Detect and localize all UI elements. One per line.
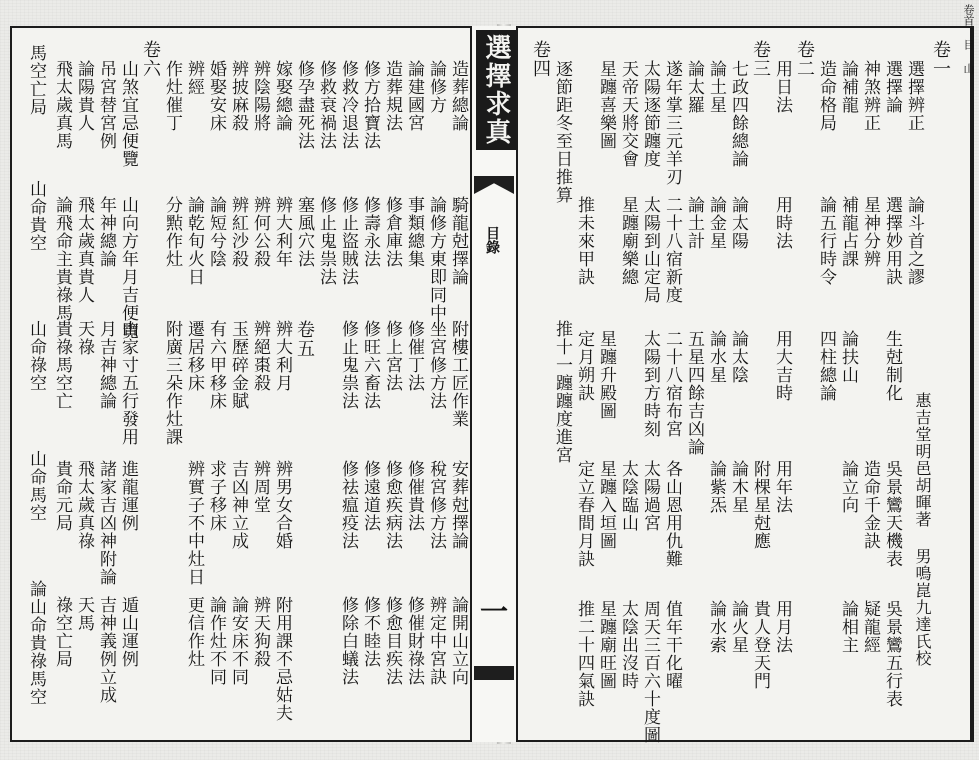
toc-item: 貴命元局: [52, 460, 72, 532]
toc-item: 修除白蟻法: [338, 596, 358, 686]
vol2-header: 卷二: [794, 40, 815, 78]
toc-item: 貴人登天門: [750, 600, 770, 690]
toc-item: 修止鬼祟法: [316, 196, 336, 286]
toc-item: 用大吉時: [772, 330, 792, 402]
toc-item: 修倉庫法: [382, 196, 402, 268]
toc-item: 修救衰禍法: [316, 60, 336, 150]
page-corner-note: 卷首 目 山: [962, 4, 975, 74]
toc-item: 分㸃作灶: [162, 196, 182, 268]
toc-item: 論太陰: [728, 330, 748, 384]
toc-item: 論土計: [684, 196, 704, 250]
toc-item: 修愈目疾法: [382, 596, 402, 686]
toc-item: 辨大利月: [272, 320, 292, 392]
toc-item: 選擇論: [882, 60, 902, 114]
toc-item: 神煞辨正: [860, 60, 880, 132]
toc-item: 造葬規法: [382, 60, 402, 132]
toc-item: 遷居移床: [184, 320, 204, 392]
toc-item: 辨周堂: [250, 460, 270, 514]
toc-item: 造命格局: [816, 60, 836, 132]
toc-item: 山命貴空: [26, 180, 46, 252]
toc-item: 辨經: [184, 60, 204, 96]
toc-item: 星躔升殿圖: [596, 330, 616, 420]
toc-item: 辨披麻殺: [228, 60, 248, 132]
toc-item: 月吉神總論: [96, 320, 116, 410]
book-title: 選擇求真: [476, 30, 516, 150]
toc-item: 論火星: [728, 600, 748, 654]
toc-item: 修止鬼祟法: [338, 320, 358, 410]
toc-item: 二十八宿布宮: [662, 330, 682, 438]
toc-item: 論五行時令: [816, 196, 836, 286]
toc-item: 附棵星尅應: [750, 460, 770, 550]
toc-item: 修壽永法: [360, 196, 380, 268]
toc-item: 坐宮修方法: [426, 320, 446, 410]
toc-item: 選擇辨正: [904, 60, 924, 132]
toc-item: 定立春間月訣: [574, 460, 594, 568]
toc-item: 事類總集: [404, 196, 424, 268]
toc-item: 論開山立向: [448, 596, 468, 686]
page-number: 一: [480, 595, 509, 628]
toc-item: 修不睦法: [360, 596, 380, 668]
toc-item: 修催財祿法: [404, 596, 424, 686]
toc-item: 修孕盡死法: [294, 60, 314, 150]
toc-item: 論安床不同: [228, 596, 248, 686]
toc-item: 論陽貴人: [74, 60, 94, 132]
toc-item: 辨絕棗殺: [250, 320, 270, 392]
toc-item: 論乾旬火日: [184, 196, 204, 286]
toc-item: 附樓工匠作業: [448, 320, 468, 428]
toc-item: 論紫炁: [706, 460, 726, 514]
toc-item: 辨何公殺: [250, 196, 270, 268]
vol4-header: 卷四: [530, 40, 551, 78]
toc-item: 推十一躔躔度進宮: [552, 320, 572, 464]
toc-item: 太陽逐節躔度: [640, 60, 660, 168]
toc-item: 論太陽: [728, 196, 748, 250]
toc-item: 塞風穴法: [294, 196, 314, 268]
toc-item: 四柱總論: [816, 330, 836, 402]
toc-item: 吳景鸞天機表: [882, 460, 902, 568]
toc-item: 疑龍經: [860, 600, 880, 654]
toc-item: 作灶催丁: [162, 60, 182, 132]
toc-item: 飛太歲真貴人: [74, 196, 94, 304]
toc-item: 星躔廟樂總: [618, 196, 638, 286]
toc-item: 論水索: [706, 600, 726, 654]
toc-item: 辨男女合婚: [272, 460, 292, 550]
toc-item: 論太羅: [684, 60, 704, 114]
toc-item: 附用課不忌姑夫: [272, 596, 292, 722]
toc-item: 太陽到山定局: [640, 196, 660, 304]
vol6-header: 卷六: [140, 40, 161, 78]
toc-item: 論山命貴祿馬空: [26, 580, 46, 706]
toc-item: 星躔廟旺圖: [596, 600, 616, 690]
vol1-header: 卷一: [930, 40, 951, 78]
toc-item: 馬空亡局: [26, 44, 46, 116]
toc-item: 論建國宮: [404, 60, 424, 132]
toc-item: 論相主: [838, 600, 858, 654]
vol5-header: 卷五: [294, 320, 315, 358]
toc-item: 更信作灶: [184, 596, 204, 668]
toc-item: 論金星: [706, 196, 726, 250]
toc-item: 修上宮法: [382, 320, 402, 392]
toc-item: 辨大利年: [272, 196, 292, 268]
toc-item: 補龍占課: [838, 196, 858, 268]
toc-item: 五星四餘吉凶論: [684, 330, 704, 456]
toc-item: 論土星: [706, 60, 726, 114]
author-line: 惠吉堂明邑胡暉著 男鳴崑九達氏校: [913, 392, 932, 667]
toc-item: 稅宮修方法: [426, 460, 446, 550]
toc-item: 論作灶不同: [206, 596, 226, 686]
toc-item: 太陽到方時刻: [640, 330, 660, 438]
toc-item: 求子移床: [206, 460, 226, 532]
toc-item: 太陰臨山: [618, 460, 638, 532]
fishtail-top-mark: [474, 176, 514, 194]
toc-item: 論短兮陰: [206, 196, 226, 268]
toc-item: 吊宮替宮例: [96, 60, 116, 150]
toc-item: 年神總論: [96, 196, 116, 268]
toc-item: 造葬總論: [448, 60, 468, 132]
toc-item: 修催貴法: [404, 460, 424, 532]
toc-item: 二十八宿新度: [662, 196, 682, 304]
toc-item: 附廣三朵作灶課: [162, 320, 182, 446]
toc-item: 修旺六畜法: [360, 320, 380, 410]
toc-item: 安葬尅擇論: [448, 460, 468, 550]
toc-item: 生尅制化: [882, 330, 902, 402]
toc-item: 七政四餘總論: [728, 60, 748, 168]
toc-item: 造命千金訣: [860, 460, 880, 550]
toc-item: 有六甲移床: [206, 320, 226, 410]
toc-item: 天祿: [74, 320, 94, 356]
toc-item: 太陰出沒時: [618, 600, 638, 690]
toc-item: 修方拾寶法: [360, 60, 380, 150]
toc-item: 推二十四氣訣: [574, 600, 594, 708]
toc-item: 論水星: [706, 330, 726, 384]
toc-item: 辨天狗殺: [250, 596, 270, 668]
toc-item: 吉凶神立成: [228, 460, 248, 550]
toc-item: 婚娶安床: [206, 60, 226, 132]
toc-item: 祿空亡局: [52, 596, 72, 668]
toc-item: 星躔喜樂圖: [596, 60, 616, 150]
toc-item: 太陽過宮: [640, 460, 660, 532]
toc-item: 修祛瘟疫法: [338, 460, 358, 550]
toc-item: 修催丁法: [404, 320, 424, 392]
toc-item: 修愈疾病法: [382, 460, 402, 550]
toc-item: 山命祿空: [26, 320, 46, 392]
toc-item: 選擇妙用訣: [882, 196, 902, 286]
section-label: 目錄: [484, 226, 500, 254]
toc-item: 飛太歲真馬: [52, 60, 72, 150]
toc-item: 進龍運例: [118, 460, 138, 532]
toc-item: 論修方: [426, 60, 446, 114]
toc-item: 論修方東即同中: [426, 196, 446, 322]
toc-item: 諸家吉凶神附論: [96, 460, 116, 586]
toc-item: 遂年掌三元羊刃: [662, 60, 682, 186]
toc-item: 辨實子不中灶日: [184, 460, 204, 586]
toc-item: 星躔入垣圖: [596, 460, 616, 550]
toc-item: 貴祿馬空亡: [52, 320, 72, 410]
toc-item: 定月朔訣: [574, 330, 594, 402]
toc-item: 山向方年月吉便覽: [118, 196, 138, 340]
toc-item: 天馬: [74, 596, 94, 632]
toc-item: 周天三百六十度圖: [640, 600, 660, 744]
toc-item: 騎龍尅擇論: [448, 196, 468, 286]
toc-item: 星神分辨: [860, 196, 880, 268]
toc-item: 玉歷碎金賦: [228, 320, 248, 410]
toc-item: 用年法: [772, 460, 792, 514]
toc-item: 論斗首之謬: [904, 196, 924, 286]
toc-item: 辨紅沙殺: [228, 196, 248, 268]
toc-item: 論木星: [728, 460, 748, 514]
toc-item: 論補龍: [838, 60, 858, 114]
toc-item: 飛太歲真祿: [74, 460, 94, 550]
toc-item: 論立向: [838, 460, 858, 514]
toc-item: 修止盜賊法: [338, 196, 358, 286]
toc-item: 論飛命主貴祿馬: [52, 196, 72, 322]
toc-item: 吳景鸞五行表: [882, 600, 902, 708]
toc-item: 推未來甲訣: [574, 196, 594, 286]
toc-item: 用日法: [772, 60, 792, 114]
fishtail-bottom-mark: [474, 666, 514, 680]
toc-item: 用時法: [772, 196, 792, 250]
toc-item: 論扶山: [838, 330, 858, 384]
toc-item: 辨定中宮訣: [426, 596, 446, 686]
toc-item: 值年干化曜: [662, 600, 682, 690]
vol3-header: 卷三: [750, 40, 771, 78]
toc-item: 山煞宜忌便覽: [118, 60, 138, 168]
toc-item: 各山恩用仇難: [662, 460, 682, 568]
toc-item: 山家寸五行發用: [118, 320, 138, 446]
toc-item: 逐節距冬至日推算: [552, 60, 572, 204]
toc-item: 遁山運例: [118, 596, 138, 668]
toc-item: 修遠道法: [360, 460, 380, 532]
toc-item: 嫁娶總論: [272, 60, 292, 132]
page-edge: [970, 26, 974, 742]
toc-item: 天帝天將交會: [618, 60, 638, 168]
toc-item: 修救冷退法: [338, 60, 358, 150]
toc-item: 辨陰陽將: [250, 60, 270, 132]
toc-item: 用月法: [772, 600, 792, 654]
toc-item: 山命馬空: [26, 450, 46, 522]
toc-item: 吉神義例立成: [96, 596, 116, 704]
